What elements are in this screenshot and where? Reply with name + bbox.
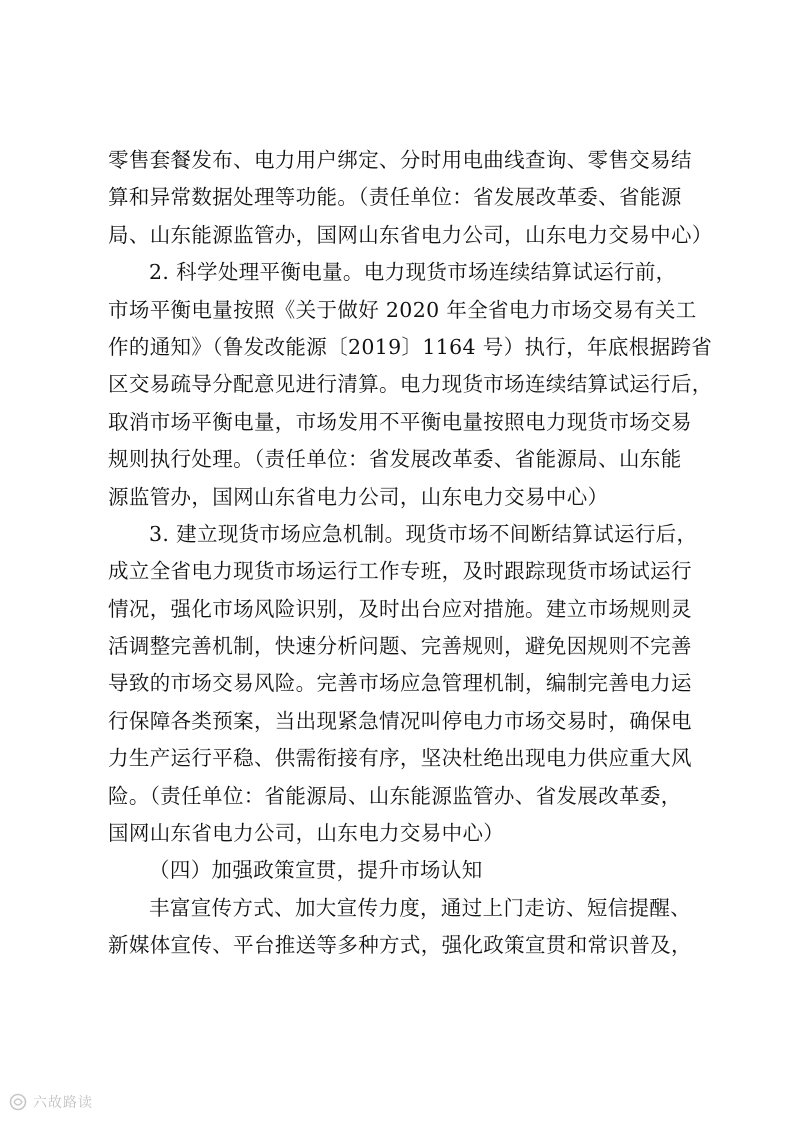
text-line: 市场平衡电量按照《关于做好 2020 年全省电力市场交易有关工 (108, 297, 697, 322)
text-line: 源监管办，国网山东省电力公司，山东电力交易中心） (108, 484, 609, 509)
section-heading: （四）加强政策宣贯，提升市场认知 (149, 858, 483, 883)
text-line: 成立全省电力现货市场运行工作专班，及时跟踪现货市场试运行 (108, 559, 692, 584)
text-line: 丰富宣传方式、加大宣传力度，通过上门走访、短信提醒、 (149, 895, 692, 920)
text-line: 行保障各类预案，当出现紧急情况叫停电力市场交易时，确保电 (108, 708, 692, 733)
text-line: 3. 建立现货市场应急机制。现货市场不间断结算试运行后， (149, 521, 698, 546)
text-line: 规则执行处理。（责任单位：省发展改革委、省能源局、山东能 (108, 447, 682, 472)
text-line: 作的通知》（鲁发改能源〔2019〕1164 号）执行，年底根据跨省 (108, 334, 713, 359)
text-line: 导致的市场交易风险。完善市场应急管理机制，编制完善电力运 (108, 671, 692, 696)
text-line: 活调整完善机制，快速分析问题、完善规则，避免因规则不完善 (108, 634, 692, 659)
text-line: 险。（责任单位：省能源局、山东能源监管办、省发展改革委， (108, 783, 682, 808)
text-line: 情况，强化市场风险识别，及时出台应对措施。建立市场规则灵 (108, 596, 692, 621)
brand-logo-icon (8, 1092, 28, 1112)
watermark (8, 1092, 93, 1112)
text-line: 算和异常数据处理等功能。（责任单位：省发展改革委、省能源 (108, 185, 682, 210)
text-line: 新媒体宣传、平台推送等多种方式，强化政策宣贯和常识普及， (108, 933, 692, 958)
text-line: 区交易疏导分配意见进行清算。电力现货市场连续结算试运行后， (108, 372, 713, 397)
body-text (108, 142, 713, 965)
text-line: 局、山东能源监管办，国网山东省电力公司，山东电力交易中心） (108, 222, 713, 247)
text-line: 力生产运行平稳、供需衔接有序，坚决杜绝出现电力供应重大风 (108, 746, 692, 771)
text-line: 取消市场平衡电量，市场发用不平衡电量按照电力现货市场交易 (108, 409, 692, 434)
watermark-text: 六故路读 (33, 1095, 93, 1111)
text-line: 2. 科学处理平衡电量。电力现货市场连续结算试运行前， (149, 260, 677, 285)
text-line: 国网山东省电力公司，山东电力交易中心） (108, 821, 505, 846)
text-line: 零售套餐发布、电力用户绑定、分时用电曲线查询、零售交易结 (108, 148, 692, 172)
